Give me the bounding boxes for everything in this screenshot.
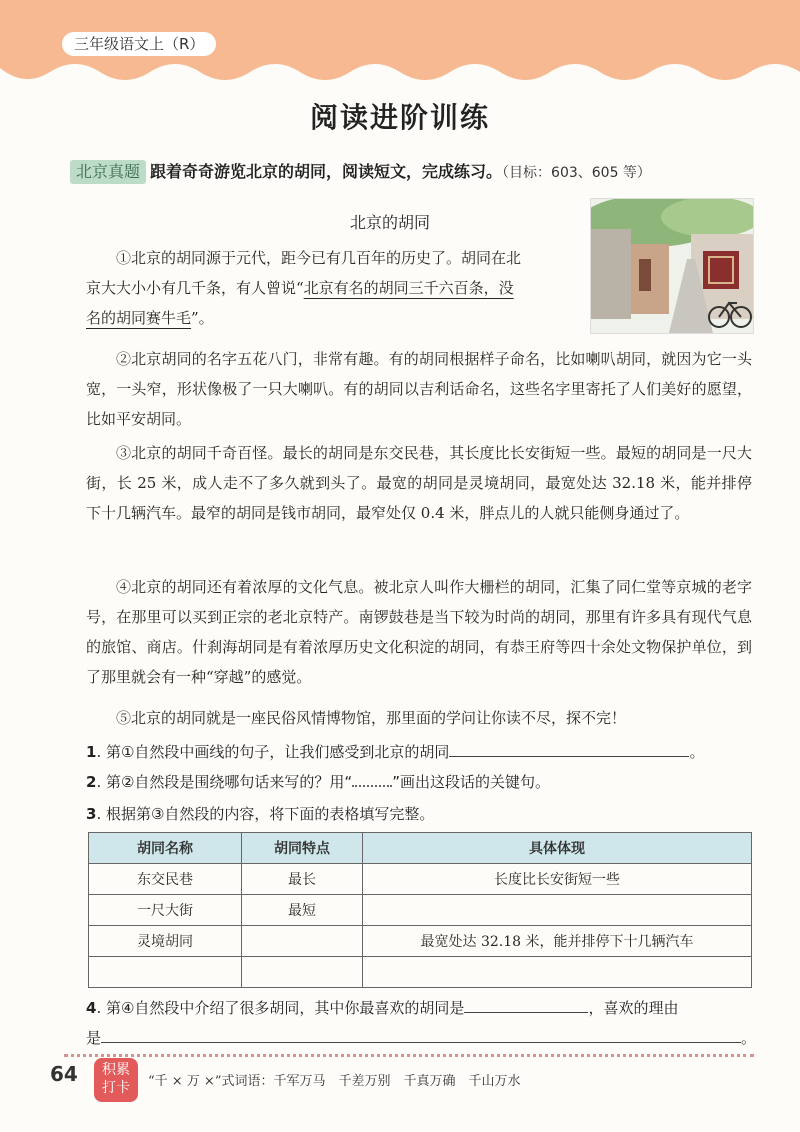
page-title: 阅读进阶训练 [309,101,490,134]
page-number: 64 [50,1062,78,1086]
q4-line2: 是 [86,1029,102,1047]
table-cell: 最长 [242,864,363,895]
stamp-line-1: 积累 [102,1062,130,1078]
q4-text: . 第④自然段中介绍了很多胡同，其中你最喜欢的胡同是 [96,999,465,1017]
q1-end: 。 [689,743,705,761]
task-text: 跟着奇奇游览北京的胡同，阅读短文，完成练习。 [150,162,503,181]
question-3 [86,802,434,826]
table-cell: 一尺大街 [89,895,242,926]
table-cell: 最短 [242,895,363,926]
paragraph-1 [86,243,582,333]
q2-text-a: . 第②自然段是围绕哪句话来写的？用“ [96,773,353,791]
q4-end: 。 [741,1029,757,1047]
p3-text: ③北京的胡同千奇百怪。最长的胡同是东交民巷，其长度比长安街短一些。最短的胡同是一尺大街，长 25 米，成人走不了多久就到头了。最宽的胡同是灵境胡同，最宽处达 32.18 米，能并排停下十几辆汽车。最窄的胡同是钱市胡同，最窄处仅 0.4 米，胖点儿的人就只能侧身通过了。 [86,444,752,522]
p1-line-2 [86,273,582,303]
exam-badge: 北京真题 [70,160,146,184]
q3-number: 3 [86,805,97,823]
paragraph-4 [86,572,752,692]
q2-number: 2 [86,773,97,791]
hutong-illustration [590,198,754,334]
table-cell: 最宽处达 32.18 米，能并排停下十几辆汽车 [363,926,752,957]
footer-divider [64,1054,754,1057]
question-4 [86,996,678,1020]
table-answer-cell[interactable] [89,957,242,988]
table-cell: 灵境胡同 [89,926,242,957]
paragraph-5 [86,703,752,733]
accumulate-stamp [94,1058,138,1102]
p4-text: ④北京的胡同还有着浓厚的文化气息。被北京人叫作大栅栏的胡同，汇集了同仁堂等京城的老字号，在那里可以买到正宗的老北京特产。南锣鼓巷是当下较为时尚的胡同，那里有许多具有现代气息的旅馆、商店。什刹海胡同是有着浓厚历史文化积淀的胡同，有恭王府等四十余处文物保护单位，到了那里就会有一种“穿越”的感觉。 [86,578,752,686]
paragraph-2 [86,344,752,434]
table-header-feature: 胡同特点 [242,833,363,864]
question-1 [86,740,704,764]
q1-number: 1 [86,743,97,761]
q4-mid: ，喜欢的理由 [588,999,679,1017]
question-2 [86,770,550,794]
paragraph-3 [86,438,752,528]
table-cell: 东交民巷 [89,864,242,895]
table-answer-cell[interactable] [242,926,363,957]
q4-reason-blank[interactable] [101,1026,741,1043]
p1-underlined-sentence-b: 名的胡同赛牛毛 [86,309,192,327]
table-cell: 长度比长安街短一些 [363,864,752,895]
article-title: 北京的胡同 [349,213,430,232]
table-answer-cell[interactable] [242,957,363,988]
table-row [89,957,752,988]
table-header-detail: 具体体现 [363,833,752,864]
q1-text: . 第①自然段中画线的句子，让我们感受到北京的胡同 [96,743,450,761]
p1-line-3-end: ”。 [191,309,214,327]
table-row [89,895,752,926]
q3-text: . 根据第③自然段的内容，将下面的表格填写完整。 [96,805,435,823]
wavy-underline-icon [352,771,392,787]
q4-favorite-blank[interactable] [464,996,588,1013]
q1-answer-blank[interactable] [449,740,689,757]
header-wave-decoration [0,58,800,98]
table-row [89,864,752,895]
p1-underlined-sentence-a: 北京有名的胡同三千六百条，没 [303,279,514,297]
p2-text: ②北京胡同的名字五花八门，非常有趣。有的胡同根据样子命名，比如喇叭胡同，就因为它一头宽，一头窄，形状像极了一只大喇叭。有的胡同以吉利话命名，这些名字里寄托了人们美好的愿望，比如平安胡同。 [86,350,752,428]
hutong-table [88,832,752,988]
p5-text: ⑤北京的胡同就是一座民俗风情博物馆，那里面的学问让你读不尽，探不完！ [116,709,627,727]
q4-number: 4 [86,999,97,1017]
table-answer-cell[interactable] [363,957,752,988]
p1-line-3 [86,303,582,333]
table-row [89,926,752,957]
task-target: （目标：603、605 等） [502,165,651,181]
grade-label: 三年级语文上（R） [62,32,216,56]
table-answer-cell[interactable] [363,895,752,926]
stamp-line-2: 打卡 [102,1080,130,1096]
p1-line-1: ①北京的胡同源于元代，距今已有几百年的历史了。胡同在北 [116,249,522,267]
table-header-name: 胡同名称 [89,833,242,864]
accumulate-words: “千 × 万 ×”式词语：千军万马 千差万别 千真万确 千山万水 [148,1074,521,1089]
p1-line-2-start: 京大大小小有几千条，有人曾说“ [86,279,304,297]
q2-text-b: ”画出这段话的关键句。 [392,773,550,791]
task-instruction [70,160,750,184]
table-header-row [89,833,752,864]
question-4-line-2 [86,1026,756,1050]
